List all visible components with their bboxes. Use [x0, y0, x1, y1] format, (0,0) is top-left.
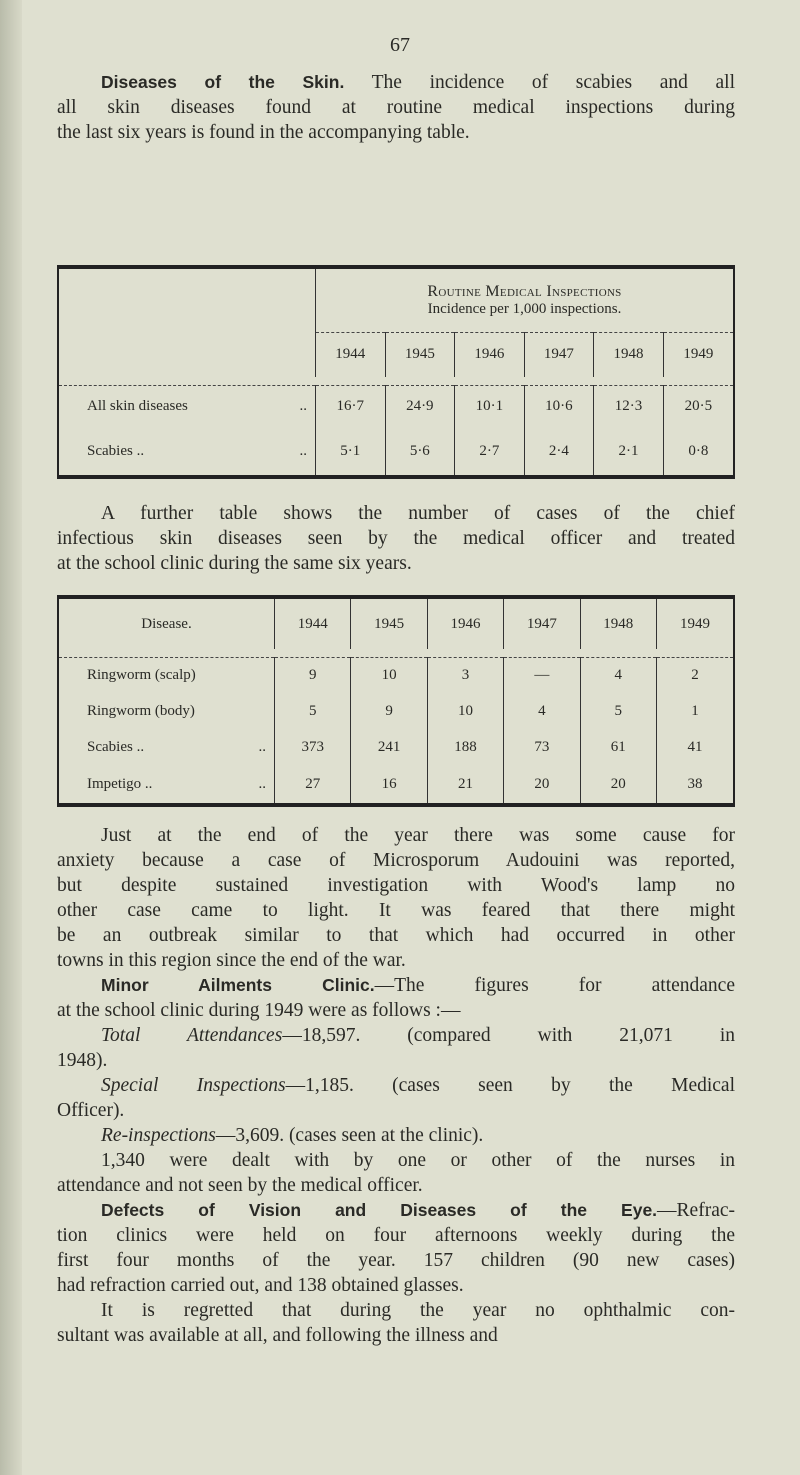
- run-in-heading: Minor Ailments Clinic.: [101, 975, 375, 995]
- text-line: [57, 95, 735, 120]
- text-line: [57, 1148, 735, 1173]
- table-cell: 2·7: [455, 427, 525, 477]
- leader-dots: ..: [299, 397, 307, 414]
- row-label-text: Ringworm (body): [87, 702, 195, 719]
- table-cell: 10: [427, 693, 503, 729]
- row-label: [58, 729, 275, 765]
- text-run: —18,597. (compared with 21,071 in: [282, 1025, 735, 1046]
- table-cell: 1: [656, 693, 734, 729]
- table-cell: 20: [580, 765, 656, 805]
- paragraph: [57, 1298, 735, 1348]
- table-cell: 2·4: [524, 427, 594, 477]
- text-line: [57, 1073, 735, 1098]
- text-run: first four months of the year. 157 children (90 new cases): [57, 1250, 735, 1271]
- text-line: [57, 898, 735, 923]
- text-run: anxiety because a case of Microsporum Audouini was reported,: [57, 850, 735, 871]
- text-line: [57, 501, 735, 526]
- row-label: [58, 765, 275, 805]
- text-run: The incidence of scabies and all: [344, 72, 735, 93]
- text-run: It is regretted that during the year no ophthalmic con-: [101, 1300, 735, 1321]
- text-line: [57, 973, 735, 998]
- leader-dots: ..: [258, 738, 266, 755]
- table-cell: 20: [504, 765, 580, 805]
- table-cell: 24·9: [385, 385, 455, 427]
- table-cell: 373: [275, 729, 351, 765]
- table-row: [58, 657, 734, 693]
- row-label: [58, 427, 316, 477]
- italic-lead: Re-inspections: [101, 1125, 216, 1146]
- text-line: [57, 873, 735, 898]
- text-run: —3,609. (cases seen at the clinic).: [215, 1125, 484, 1146]
- table-cell: 9: [351, 693, 427, 729]
- year-header: 1945: [385, 332, 455, 377]
- table-cell: 10·1: [455, 385, 525, 427]
- year-header: 1944: [275, 597, 351, 649]
- paragraph: [57, 1123, 735, 1148]
- table-row: [58, 729, 734, 765]
- text-run: Just at the end of the year there was some cause for: [101, 825, 735, 846]
- text-line: [57, 998, 735, 1023]
- text-run: at the school clinic during the same six years.: [57, 553, 412, 574]
- table-cell: 188: [427, 729, 503, 765]
- row-label-text: All skin diseases: [87, 397, 188, 414]
- row-label-text: Impetigo ..: [87, 775, 153, 792]
- text-run: 1948).: [57, 1050, 108, 1071]
- paragraph: [57, 823, 735, 973]
- text-run: infectious skin diseases seen by the medical officer and treated: [57, 528, 735, 549]
- text-line: [57, 823, 735, 848]
- year-header: 1948: [594, 332, 664, 377]
- text-run: other case came to light. It was feared that there might: [57, 900, 735, 921]
- paragraph: [57, 1198, 735, 1298]
- body-text: [57, 823, 735, 1348]
- text-line: [57, 1098, 735, 1123]
- clinic-cases-table: [57, 595, 735, 807]
- further-table-paragraph: [57, 501, 735, 576]
- text-line: [57, 1048, 735, 1073]
- text-run: tion clinics were held on four afternoons weekly during the: [57, 1225, 735, 1246]
- table-cell: 4: [580, 657, 656, 693]
- text-line: [57, 1248, 735, 1273]
- table1-blank-header: [58, 267, 316, 377]
- table-cell: 0·8: [663, 427, 734, 477]
- text-run: the last six years is found in the accompanying table.: [57, 122, 470, 143]
- table-cell: 16·7: [316, 385, 386, 427]
- row-label-text: Scabies ..: [87, 738, 145, 755]
- text-line: [57, 1173, 735, 1198]
- year-header: 1949: [663, 332, 734, 377]
- text-run: —Refrac-: [657, 1200, 735, 1221]
- text-run: A further table shows the number of cases of the chief: [101, 503, 735, 524]
- routine-inspections-table: [57, 265, 735, 479]
- text-run: —The figures for attendance: [374, 975, 735, 996]
- table-row: [58, 385, 734, 427]
- table-cell: 2: [656, 657, 734, 693]
- table-cell: 27: [275, 765, 351, 805]
- italic-lead: Special Inspections: [101, 1075, 286, 1096]
- text-line: [57, 1123, 735, 1148]
- table-cell: 38: [656, 765, 734, 805]
- text-line: [57, 1223, 735, 1248]
- table-cell: 2·1: [594, 427, 664, 477]
- text-line: [57, 526, 735, 551]
- text-line: [57, 1298, 735, 1323]
- table-cell: 3: [427, 657, 503, 693]
- leader-dots: ..: [299, 442, 307, 459]
- run-in-heading: Defects of Vision and Diseases of the Eye.: [101, 1200, 658, 1220]
- disease-header: Disease.: [141, 615, 192, 632]
- text-line: [57, 70, 735, 95]
- table-cell: 10: [351, 657, 427, 693]
- page-number: 67: [390, 34, 410, 56]
- table-cell: 241: [351, 729, 427, 765]
- table-cell: 5: [580, 693, 656, 729]
- text-run: —1,185. (cases seen by the Medical: [285, 1075, 736, 1096]
- leader-dots: ..: [258, 775, 266, 792]
- text-run: sultant was available at all, and following the illness and: [57, 1325, 498, 1346]
- year-header: 1948: [580, 597, 656, 649]
- table1-title: Routine Medical Inspections: [427, 282, 622, 300]
- year-header: 1944: [316, 332, 386, 377]
- text-run: all skin diseases found at routine medical inspections during: [57, 97, 735, 118]
- table-cell: —: [504, 657, 580, 693]
- year-header: 1947: [504, 597, 580, 649]
- row-label: [58, 657, 275, 693]
- year-header: 1947: [524, 332, 594, 377]
- table-row: [58, 765, 734, 805]
- run-in-heading: Diseases of the Skin.: [101, 72, 345, 92]
- text-run: 1,340 were dealt with by one or other of the nurses in: [101, 1150, 735, 1171]
- text-line: [57, 1273, 735, 1298]
- row-label-text: Scabies ..: [87, 442, 145, 459]
- row-label: [58, 693, 275, 729]
- italic-lead: Total Attendances: [101, 1025, 283, 1046]
- table-cell: 5·1: [316, 427, 386, 477]
- text-line: [57, 948, 735, 973]
- text-line: [57, 1198, 735, 1223]
- table-cell: 9: [275, 657, 351, 693]
- text-line: [57, 1023, 735, 1048]
- table-cell: 20·5: [663, 385, 734, 427]
- table-row: [58, 693, 734, 729]
- text-run: Officer).: [57, 1100, 125, 1121]
- paragraph: [57, 1148, 735, 1198]
- table-cell: 16: [351, 765, 427, 805]
- text-line: [57, 848, 735, 873]
- table-cell: 10·6: [524, 385, 594, 427]
- table1-subtitle: Incidence per 1,000 inspections.: [427, 300, 622, 317]
- table-row: [58, 427, 734, 477]
- text-run: attendance and not seen by the medical officer.: [57, 1175, 423, 1196]
- text-line: [57, 1323, 735, 1348]
- row-label: [58, 385, 316, 427]
- text-line: [57, 923, 735, 948]
- text-run: at the school clinic during 1949 were as follows :—: [57, 1000, 461, 1021]
- table-cell: 12·3: [594, 385, 664, 427]
- row-label-text: Ringworm (scalp): [87, 666, 196, 683]
- page-edge-shadow: [0, 0, 22, 1475]
- year-header: 1946: [455, 332, 525, 377]
- paragraph: [57, 1073, 735, 1123]
- year-header: 1946: [427, 597, 503, 649]
- year-header: 1945: [351, 597, 427, 649]
- text-run: but despite sustained investigation with Wood's lamp no: [57, 875, 735, 896]
- table-cell: 21: [427, 765, 503, 805]
- year-header: 1949: [656, 597, 734, 649]
- intro-paragraph: [57, 70, 735, 145]
- text-run: had refraction carried out, and 138 obtained glasses.: [57, 1275, 464, 1296]
- paragraph: [57, 973, 735, 1023]
- table-cell: 73: [504, 729, 580, 765]
- text-line: [57, 120, 735, 145]
- table-cell: 5·6: [385, 427, 455, 477]
- table-cell: 61: [580, 729, 656, 765]
- table-cell: 5: [275, 693, 351, 729]
- table-cell: 4: [504, 693, 580, 729]
- text-line: [57, 551, 735, 576]
- paragraph: [57, 1023, 735, 1073]
- text-run: be an outbreak similar to that which had occurred in other: [57, 925, 735, 946]
- text-run: towns in this region since the end of the war.: [57, 950, 406, 971]
- table-cell: 41: [656, 729, 734, 765]
- table1-header: [316, 267, 735, 332]
